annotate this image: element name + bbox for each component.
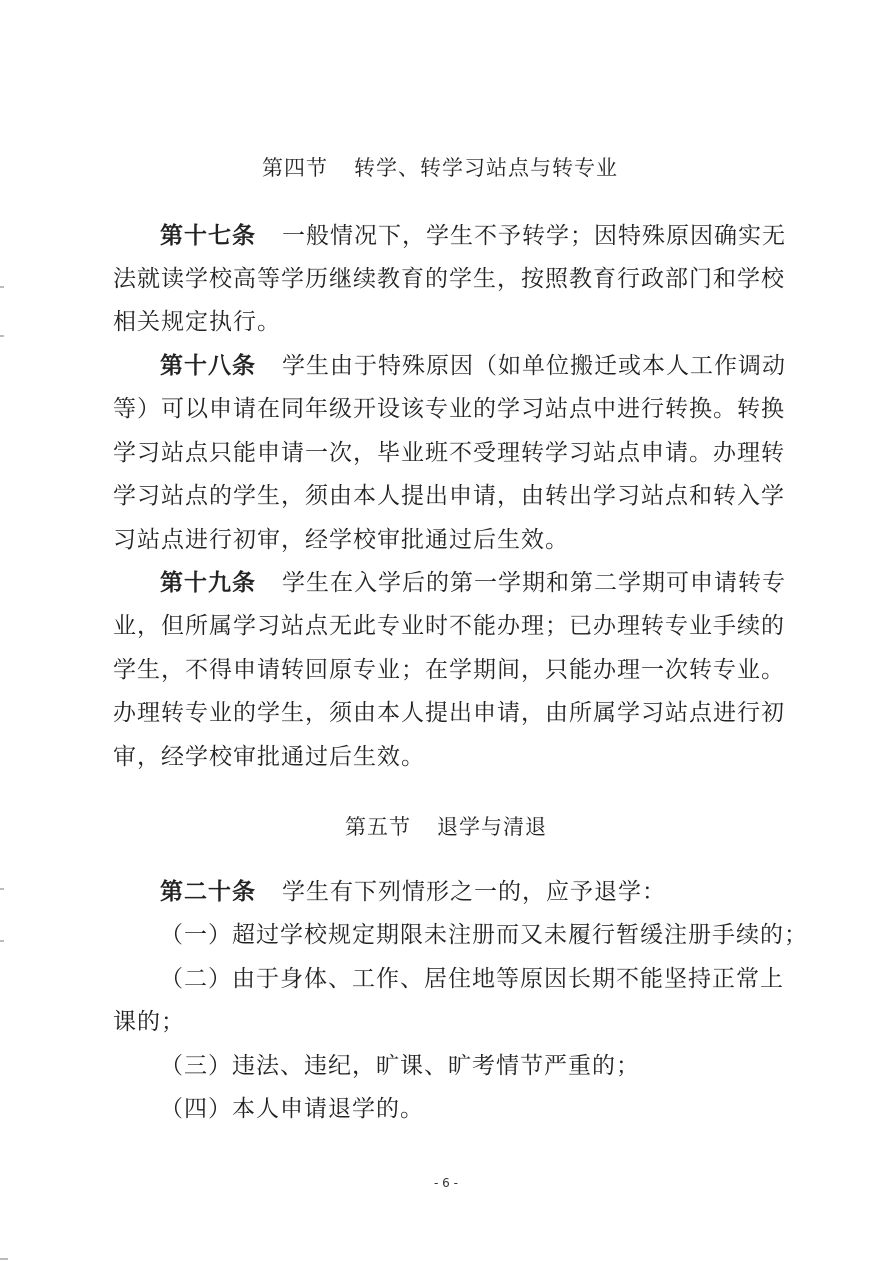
section-4-heading (262, 153, 618, 183)
article-19-number: 第十九条 (160, 570, 256, 596)
article-17-line-1 (160, 221, 786, 251)
article-19-text-1: 学生在入学后的第一学期和第二学期可申请转专 (282, 570, 786, 596)
article-20-item-2-cont: 课的； (113, 1009, 185, 1035)
article-18-line-3: 学习站点只能申请一次，毕业班不受理转学习站点申请。办理转 (113, 440, 785, 466)
section-4-number: 第四节 (262, 156, 328, 180)
article-18-line-1 (160, 351, 786, 381)
scan-mark (0, 286, 4, 288)
article-19-line-3: 学生，不得申请转回原专业；在学期间，只能办理一次转专业。 (113, 657, 785, 683)
article-17-line-3: 相关规定执行。 (113, 309, 281, 335)
article-20-lead: 学生有下列情形之一的，应予退学： (282, 879, 666, 905)
scan-mark (0, 940, 4, 942)
article-20-line-1 (160, 877, 666, 907)
article-19-line-1 (160, 568, 786, 598)
section-4-title: 转学、转学习站点与转专业 (354, 156, 618, 180)
article-20-number: 第二十条 (160, 879, 256, 905)
scan-mark (0, 1258, 8, 1260)
article-20-item-3: （三）违法、违纪，旷课、旷考情节严重的； (160, 1053, 640, 1079)
article-17-text-1: 一般情况下，学生不予转学；因特殊原因确实无 (282, 223, 786, 249)
article-19-line-2: 业，但所属学习站点无此专业时不能办理；已办理转专业手续的 (113, 613, 785, 639)
article-18-line-4: 学习站点的学生，须由本人提出申请，由转出学习站点和转入学 (113, 483, 785, 509)
article-18-text-1: 学生由于特殊原因（如单位搬迁或本人工作调动 (282, 353, 786, 379)
article-19-line-5: 审，经学校审批通过后生效。 (113, 744, 425, 770)
article-17-line-2: 法就读学校高等学历继续教育的学生，按照教育行政部门和学校 (113, 266, 785, 292)
article-19-line-4: 办理转专业的学生，须由本人提出申请，由所属学习站点进行初 (113, 700, 785, 726)
scan-mark (0, 888, 4, 890)
section-5-title: 退学与清退 (437, 815, 547, 839)
article-18-line-2: 等）可以申请在同年级开设该专业的学习站点中进行转换。转换 (113, 396, 785, 422)
article-20-item-4: （四）本人申请退学的。 (160, 1096, 424, 1122)
page-number: - 6 - (434, 1176, 458, 1190)
article-20-item-1: （一）超过学校规定期限未注册而又未履行暂缓注册手续的； (160, 922, 808, 948)
article-17-number: 第十七条 (160, 223, 256, 249)
article-18-number: 第十八条 (160, 353, 256, 379)
article-18-line-5: 习站点进行初审，经学校审批通过后生效。 (113, 527, 569, 553)
section-5-number: 第五节 (345, 815, 411, 839)
section-5-heading (345, 812, 547, 842)
scan-mark (0, 335, 4, 337)
article-20-item-2: （二）由于身体、工作、居住地等原因长期不能坚持正常上 (160, 966, 784, 992)
